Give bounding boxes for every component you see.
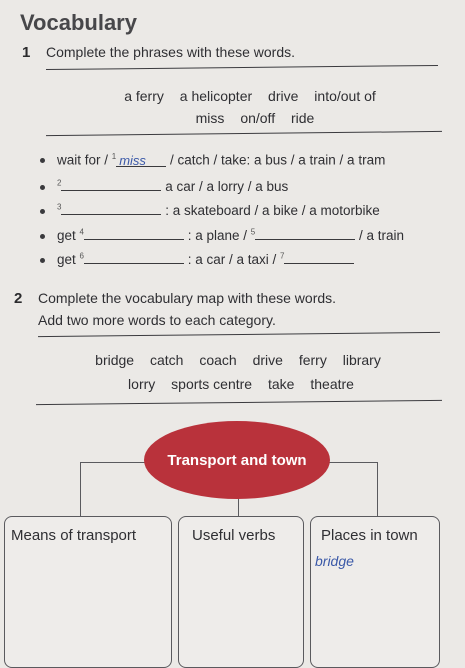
word-item: ferry — [298, 352, 327, 368]
answer-blank[interactable] — [61, 201, 161, 215]
word-item: bridge — [95, 352, 135, 368]
phrase-line-4: get $^4$ : a plane / $^5$ / a train — [40, 226, 404, 243]
map-connector — [80, 462, 81, 518]
word-item: lorry — [128, 376, 156, 392]
map-title: Transport and town — [167, 451, 307, 469]
category-box-places[interactable] — [310, 516, 440, 668]
answer-blank[interactable] — [84, 250, 184, 264]
bullet-dot — [40, 258, 45, 263]
category-entry: bridge — [315, 553, 354, 569]
page-title: Vocabulary — [20, 10, 137, 35]
exercise-1-number: 1 — [22, 44, 31, 61]
ex1-word-box-row2 — [140, 110, 370, 126]
word-item: take — [268, 376, 295, 392]
phrase-line-3: $^3$ : a skateboard / a bike / a motorbike — [40, 201, 380, 218]
answer-blank[interactable] — [84, 226, 184, 240]
word-item: library — [342, 352, 381, 368]
phrase-line-5: get $^6$ : a car / a taxi / $^7$ — [40, 250, 354, 267]
divider — [46, 65, 438, 70]
word-item: sports centre — [171, 376, 253, 392]
bullet-dot — [40, 234, 45, 239]
answer-blank[interactable] — [255, 226, 355, 240]
word-item: catch — [149, 352, 184, 368]
word-item: theatre — [310, 376, 354, 392]
answer-blank[interactable] — [116, 153, 166, 167]
written-answer: miss — [119, 152, 146, 168]
divider — [46, 131, 442, 136]
map-connector — [377, 462, 378, 518]
word-item: ride — [290, 110, 315, 126]
word-item: a helicopter — [179, 88, 253, 104]
bullet-dot — [40, 185, 45, 190]
ex2-word-box-row2 — [96, 376, 386, 392]
bullet-dot — [40, 158, 45, 163]
word-item: into/out of — [314, 88, 376, 104]
bullet-dot — [40, 209, 45, 214]
ex2-word-box-row1 — [66, 352, 410, 368]
exercise-1-instruction: Complete the phrases with these words. — [46, 44, 296, 60]
divider — [36, 400, 442, 405]
exercise-2-number: 2 — [14, 290, 23, 307]
category-box-transport[interactable] — [4, 516, 172, 668]
exercise-2-instruction-1: Complete the vocabulary map with these words. — [38, 290, 337, 306]
word-item: drive — [252, 352, 283, 368]
word-item: on/off — [240, 110, 276, 126]
divider — [38, 332, 440, 337]
phrase-line-2: $^2$ a car / a lorry / a bus — [40, 177, 288, 194]
category-box-verbs[interactable] — [178, 516, 304, 668]
word-item: coach — [199, 352, 237, 368]
phrase-line-1: wait for / $^1$ miss / catch / take: a bus / a train / a tram — [40, 152, 385, 168]
word-item: a ferry — [124, 88, 164, 104]
exercise-2-instruction-2: Add two more words to each category. — [38, 312, 276, 328]
map-connector — [322, 462, 378, 463]
word-item: miss — [195, 110, 225, 126]
category-label: Means of transport — [11, 527, 137, 544]
map-connector — [80, 462, 146, 463]
category-label: Useful verbs — [192, 527, 276, 544]
map-title-oval — [144, 421, 330, 499]
word-item: drive — [268, 88, 299, 104]
category-label: Places in town — [321, 527, 418, 544]
ex1-word-box-row1 — [80, 88, 420, 104]
answer-blank[interactable] — [61, 177, 161, 191]
answer-blank[interactable] — [284, 250, 354, 264]
